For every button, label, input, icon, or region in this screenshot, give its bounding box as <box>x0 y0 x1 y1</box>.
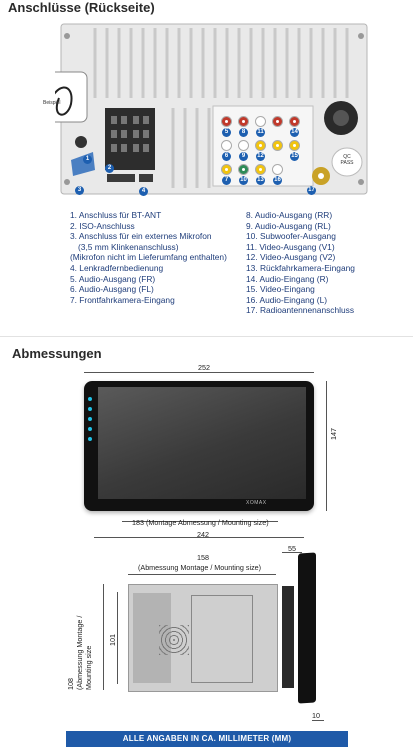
marker-3: 3 <box>75 186 84 195</box>
legend-item: 13. Rückfahrkamera-Eingang <box>246 262 355 273</box>
legend-right <box>246 210 355 316</box>
vent-holes <box>159 625 189 655</box>
marker-4: 4 <box>139 187 148 196</box>
side-height-sub1: (Abmessung Montage / <box>75 615 84 690</box>
side-view-chassis <box>128 584 278 692</box>
chassis-plate <box>191 595 253 683</box>
legend-item: 6. Audio-Ausgang (FL) <box>70 284 154 295</box>
marker-1: 1 <box>83 155 92 164</box>
marker-15: 15 <box>291 153 298 159</box>
example-badge: Beispiel <box>43 100 61 106</box>
rca-jack-green <box>238 164 249 175</box>
marker-16: 16 <box>274 177 281 183</box>
side-inner-height-label: 101 <box>108 634 117 646</box>
rca-jack-red <box>289 116 300 127</box>
rear-panel-drawing <box>55 20 373 198</box>
width-label: 252 <box>198 363 210 372</box>
side-height-label <box>66 615 93 690</box>
legend-item: 15. Video-Eingang <box>246 284 315 295</box>
legend-item: 8. Audio-Ausgang (RR) <box>246 210 333 220</box>
marker-11: 11 <box>257 129 264 135</box>
back-icon <box>88 417 92 421</box>
marker-12: 12 <box>257 153 264 159</box>
marker-14: 14 <box>291 129 298 135</box>
thickness-line <box>312 720 324 721</box>
legend-item: 14. Audio-Eingang (R) <box>246 273 329 284</box>
rca-jack-yellow <box>255 164 266 175</box>
side-height-sub2: Mounting size <box>84 645 93 690</box>
marker-5: 5 <box>222 128 231 137</box>
marker-13: 13 <box>257 177 264 183</box>
rca-jack-white <box>255 116 266 127</box>
height-label: 147 <box>329 428 338 440</box>
marker-7: 7 <box>222 176 231 185</box>
qc-pass-sticker <box>336 154 358 166</box>
section-title-connections: Anschlüsse (Rückseite) <box>8 0 155 15</box>
side-mount-label: (Abmessung Montage / Mounting size) <box>138 563 262 572</box>
side-inner-height-line <box>117 592 118 684</box>
power-icon <box>88 397 92 401</box>
volume-up-icon <box>88 427 92 431</box>
thickness-label: 10 <box>312 711 320 720</box>
units-footer-banner: ALLE ANGABEN IN CA. MILLIMETER (MM) <box>66 731 348 747</box>
legend-item: 12. Video-Ausgang (V2) <box>246 252 336 263</box>
side-buttons <box>88 391 94 463</box>
rca-jack-white <box>221 140 232 151</box>
rear-panel-image <box>43 20 373 198</box>
qc-label: QC <box>343 154 351 160</box>
inner-width-label: 242 <box>197 530 209 539</box>
legend-left <box>70 210 227 305</box>
side-mount-width-label: 158 <box>197 553 209 562</box>
pass-label: PASS <box>340 160 354 166</box>
legend-item: 10. Subwoofer-Ausgang <box>246 231 336 242</box>
legend-item: (3,5 mm Klinkenanschluss) <box>78 241 179 252</box>
section-title-dimensions: Abmessungen <box>12 346 102 361</box>
marker-6: 6 <box>222 152 231 161</box>
marker-9: 9 <box>239 152 248 161</box>
legend-item: 7. Frontfahrkamera-Eingang <box>70 294 175 305</box>
rca-jack-white <box>272 164 283 175</box>
legend-item: 2. ISO-Anschluss <box>70 220 135 231</box>
legend-item: (Mikrofon nicht im Lieferumfang enthalten) <box>70 252 227 263</box>
height-dimension-line <box>326 381 327 511</box>
section-divider <box>0 336 413 337</box>
legend-item: 16. Audio-Eingang (L) <box>246 294 328 305</box>
legend-item: 11. Video-Ausgang (V1) <box>246 241 335 252</box>
marker-8: 8 <box>239 128 248 137</box>
home-icon <box>88 407 92 411</box>
legend-item: 4. Lenkradfernbedienung <box>70 262 164 273</box>
rca-jack-red <box>238 116 249 127</box>
side-view-screen <box>298 552 316 703</box>
rca-jack-yellow <box>289 140 300 151</box>
width-dimension-line <box>84 372 314 373</box>
marker-10: 10 <box>240 177 247 183</box>
rca-jack-white <box>238 140 249 151</box>
rca-jack-red <box>272 116 283 127</box>
depth-label: 55 <box>288 544 296 553</box>
mount-label: 183 (Montage Abmessung / Mounting size) <box>132 518 269 527</box>
side-height-value: 108 <box>66 678 75 690</box>
front-view-unit <box>84 381 314 511</box>
legend-item: 1. Anschluss für BT-ANT <box>70 210 162 220</box>
rca-jack-yellow <box>272 140 283 151</box>
display-screen <box>98 387 306 499</box>
rca-jack-yellow <box>255 140 266 151</box>
side-height-line <box>103 584 104 690</box>
legend-item: 9. Audio-Ausgang (RL) <box>246 220 331 231</box>
side-mount-width-line <box>128 574 276 575</box>
legend-item: 3. Anschluss für ein externes Mikrofon <box>70 231 212 242</box>
marker-17: 17 <box>308 187 315 193</box>
brand-logo: XOMAX <box>246 500 267 506</box>
legend-item: 5. Audio-Ausgang (FR) <box>70 273 156 284</box>
side-mount-block <box>282 586 294 688</box>
volume-down-icon <box>88 437 92 441</box>
marker-2: 2 <box>105 164 114 173</box>
rca-jack-red <box>221 116 232 127</box>
rca-jack-yellow <box>221 164 232 175</box>
legend-item: 17. Radioantennenanschluss <box>246 305 355 316</box>
